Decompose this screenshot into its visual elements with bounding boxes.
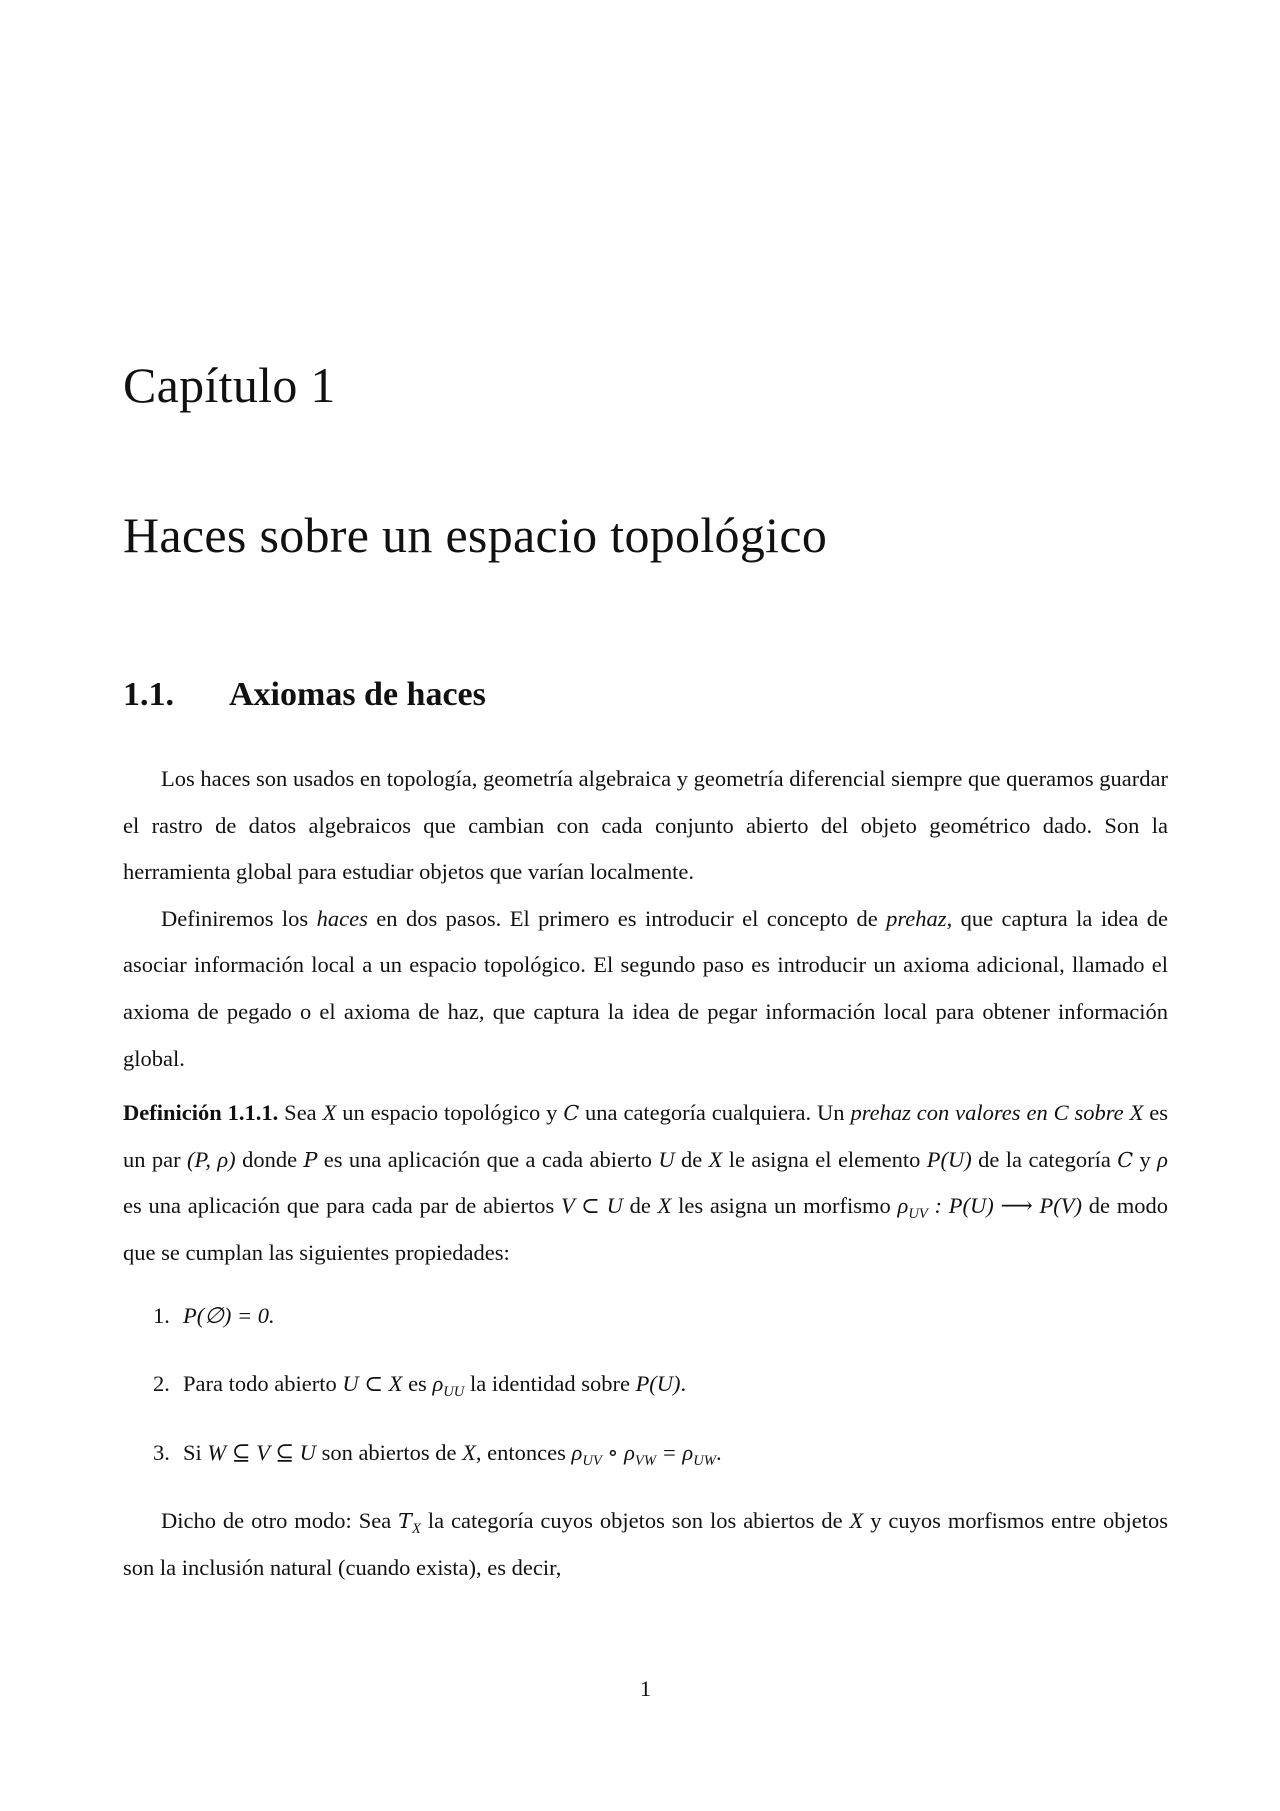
text-run: son abiertos de (315, 1439, 463, 1465)
text-run: es una aplicación que para cada par de abiertos (123, 1193, 561, 1219)
section-heading (123, 678, 486, 712)
text-run: Dicho de otro modo: Sea (161, 1508, 399, 1534)
math-x: X (462, 1439, 476, 1465)
math-x: X (708, 1146, 723, 1172)
document-page (123, 0, 1168, 1811)
math-rho: ρ (571, 1439, 583, 1465)
math-map: : P(U) ⟶ P(V) (927, 1193, 1082, 1219)
math-expression: P(∅) = 0. (183, 1302, 275, 1328)
section-title: Axiomas de haces (229, 676, 486, 713)
definition-1-1-1 (123, 1090, 1168, 1276)
text-run: y cuyos morfismos entre objetos son la inclusión natural (cuando exista), es decir, (123, 1508, 1168, 1580)
text-run: la categoría cuyos objetos son los abiertos de (420, 1508, 850, 1534)
math-subscript: UV (582, 1452, 602, 1469)
math-x: X (657, 1193, 672, 1219)
property-item (123, 1293, 1168, 1340)
page-number: 1 (639, 1676, 652, 1701)
property-item (123, 1361, 1168, 1408)
paragraph-intro: Los haces son usados en topología, geometría algebraica y geometría diferencial siempre que queramos guardar el rastro de datos algebraicos que cambian con cada conjunto abierto del objeto geométrico dado. Son la herramienta global para estudiar objetos que varían localmente. (123, 766, 1168, 885)
math-rho: ρ (432, 1371, 444, 1397)
body-text (123, 756, 1168, 1592)
math-expression: P(U) (635, 1371, 681, 1397)
paragraph-definiremos (123, 896, 1168, 1082)
chapter-label: Capítulo 1 (123, 357, 336, 413)
text-run: una categoría cualquiera. Un (579, 1100, 851, 1126)
text-run: un espacio topológico y (336, 1100, 564, 1126)
text-run: de (622, 1193, 658, 1219)
list-number: 1. (153, 1302, 170, 1328)
text-run: donde (235, 1146, 304, 1172)
text-run: en dos pasos. El primero es introducir el concepto de (367, 905, 887, 931)
text-run: le asigna el elemento (722, 1146, 927, 1172)
text-run: les asigna un morfismo (671, 1193, 898, 1219)
emphasis-prehaz: prehaz (886, 905, 947, 931)
emphasis-haces: haces (316, 905, 368, 931)
text-run: , que captura la idea de asociar información local a un espacio topológico. El segundo paso es introducir un axioma adicional, llamado el axioma de pegado o el axioma de haz, que captura la idea de pegar información local para obtener información global. (123, 905, 1169, 1071)
text-run: Definiremos los (161, 905, 317, 931)
math-expression: U ⊂ X (342, 1371, 403, 1397)
chapter-title: Haces sobre un espacio topológico (123, 507, 828, 563)
text-run: y (1133, 1146, 1158, 1172)
math-pair: (P, ρ) (187, 1146, 236, 1172)
math-rho: ρ (897, 1193, 909, 1219)
math-p-of-u: P(U) (926, 1146, 972, 1172)
text-run: la identidad sobre (464, 1371, 636, 1397)
text-run: es un par (123, 1100, 1168, 1172)
math-x: X (322, 1100, 337, 1126)
text-run: de la categoría (971, 1146, 1118, 1172)
section-number: 1.1. (123, 676, 174, 713)
text-run: . (680, 1371, 687, 1397)
text-run: Sea (278, 1100, 323, 1126)
text-run: es (402, 1371, 433, 1397)
math-p: P (303, 1147, 318, 1172)
text-run: Para todo abierto (183, 1371, 343, 1397)
text-run: Si (183, 1439, 208, 1465)
text-run: de modo que se cumplan las siguientes propiedades: (123, 1193, 1168, 1265)
math-x: X (849, 1508, 864, 1534)
text-run: de (674, 1146, 709, 1172)
math-subscript: UV (908, 1206, 928, 1223)
math-expression: W ⊆ V ⊆ U (207, 1439, 316, 1465)
math-t: T (398, 1509, 412, 1534)
math-subscript: UW (693, 1452, 716, 1469)
property-item (123, 1430, 1168, 1477)
emphasis-prehaz-phrase: prehaz con valores en C sobre X (850, 1100, 1144, 1126)
paragraph-dicho (123, 1498, 1168, 1591)
definition-label: Definición 1.1.1. (123, 1100, 279, 1126)
list-number: 3. (153, 1439, 170, 1465)
math-category-c: C (563, 1101, 580, 1126)
math-subscript: UU (443, 1384, 465, 1401)
text-run: . (715, 1439, 722, 1465)
math-subscript: VW (634, 1452, 656, 1469)
math-u: U (658, 1146, 675, 1172)
math-subscript: X (411, 1521, 421, 1538)
text-run: es una aplicación que a cada abierto (317, 1146, 659, 1172)
math-v-subset-u: V ⊂ U (560, 1193, 623, 1219)
list-number: 2. (153, 1371, 170, 1397)
math-morphism (897, 1193, 1082, 1223)
math-equals: = ρ (655, 1439, 694, 1465)
text-run: , entonces (475, 1439, 572, 1465)
math-category-c: C (1117, 1147, 1134, 1172)
math-compose: ∘ ρ (601, 1439, 635, 1465)
math-rho: ρ (1157, 1146, 1168, 1172)
properties-list (123, 1293, 1168, 1477)
